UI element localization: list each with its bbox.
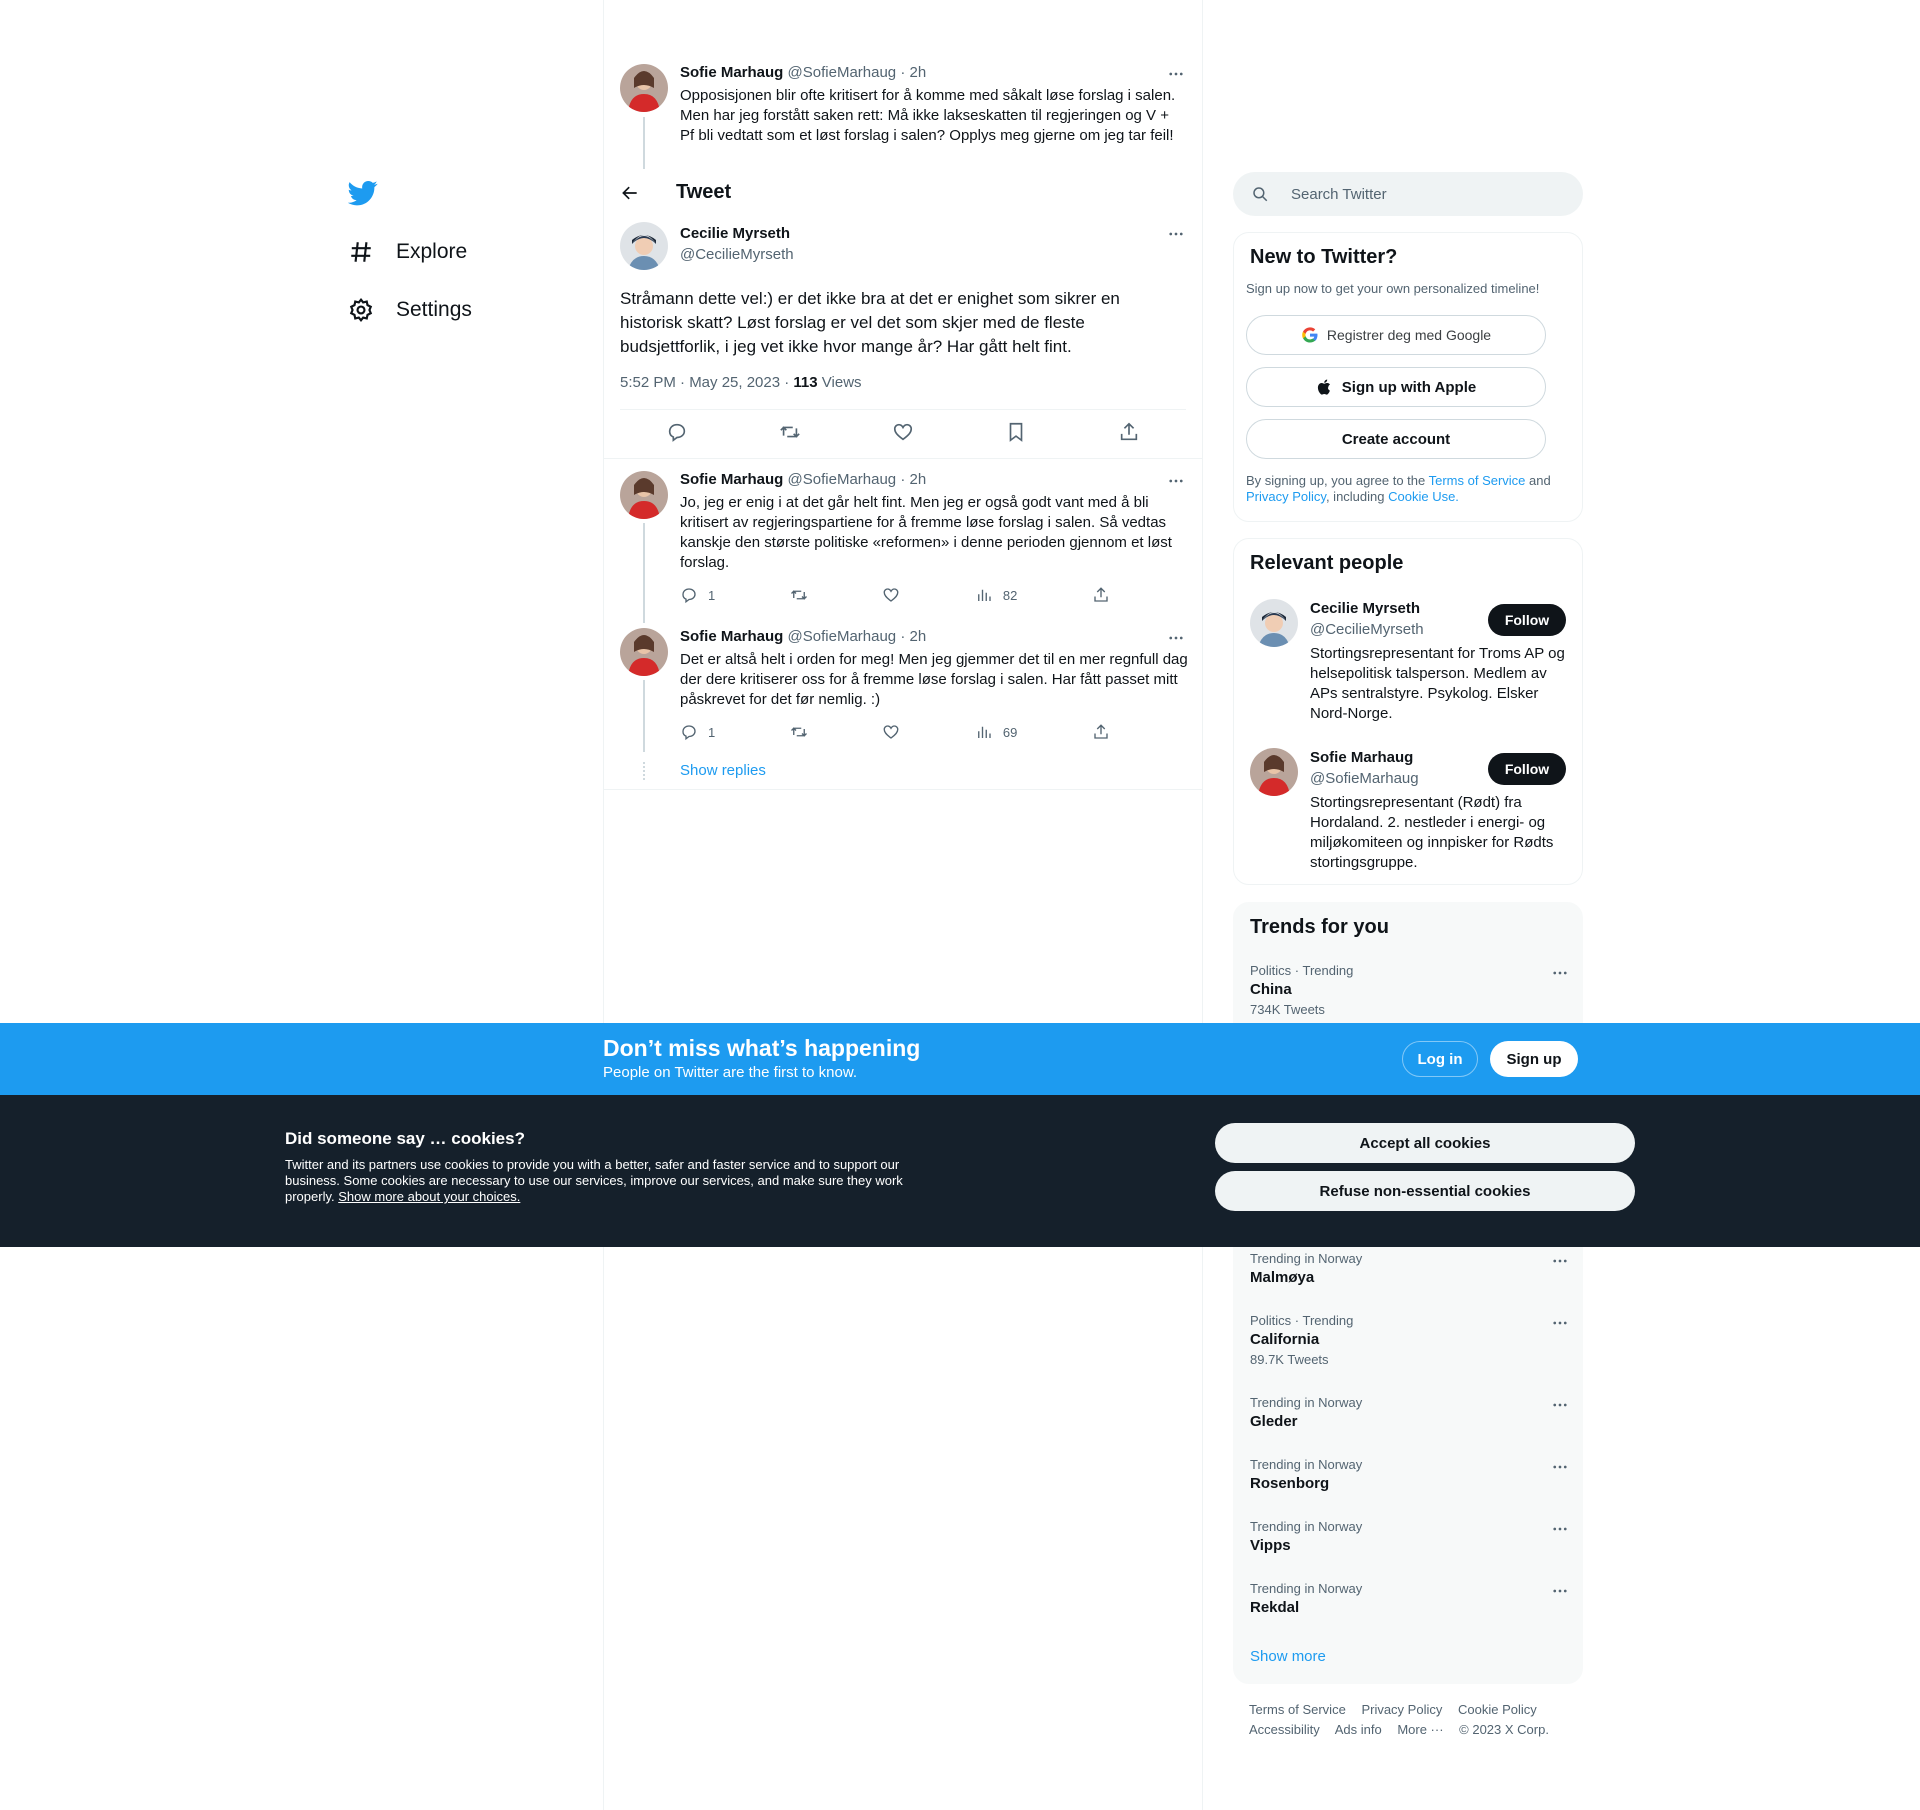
trend-name: Rosenborg <box>1250 1475 1330 1492</box>
more-icon[interactable] <box>1548 1519 1572 1539</box>
like-icon <box>882 723 900 741</box>
tweet-timestamp[interactable]: 5:52 PM · May 25, 2023 · <box>620 374 794 391</box>
share-icon <box>1092 586 1110 604</box>
search-icon <box>1251 185 1269 203</box>
avatar-cecilie <box>1250 599 1298 647</box>
trend-context: Trending in Norway <box>1250 1457 1363 1472</box>
column-divider-left <box>603 0 604 1810</box>
like-icon[interactable] <box>892 421 914 443</box>
terms-link[interactable]: Terms of Service <box>1428 473 1526 488</box>
reply-count: 1 <box>708 724 716 740</box>
column-divider-right <box>1202 0 1203 1810</box>
new-to-twitter-card <box>1233 232 1583 522</box>
avatar-sofie <box>620 628 668 676</box>
cookie-body <box>285 1157 925 1205</box>
page-title: Tweet <box>676 181 732 203</box>
author-name[interactable]: Sofie Marhaug <box>680 628 784 645</box>
avatar-sofie <box>620 64 668 112</box>
trend-item[interactable] <box>1250 1519 1566 1554</box>
share-icon[interactable] <box>1118 421 1140 443</box>
legal-text <box>1246 473 1576 505</box>
card-subtitle: Sign up now to get your own personalized timeline! <box>1246 281 1540 296</box>
author-name[interactable]: Sofie Marhaug <box>680 471 784 488</box>
create-label: Create account <box>1341 430 1451 448</box>
person-handle[interactable]: @SofieMarhaug <box>1310 770 1419 787</box>
hashtag-icon <box>348 239 374 265</box>
divider <box>604 458 1202 459</box>
trend-item[interactable] <box>1250 1251 1566 1286</box>
retweet-icon <box>790 723 808 741</box>
google-label: Registrer deg med Google <box>1326 327 1492 343</box>
privacy-link[interactable]: Privacy Policy <box>1246 489 1326 504</box>
avatar[interactable] <box>620 222 668 270</box>
follow-button[interactable]: Follow <box>1488 604 1566 636</box>
trend-context: Trending in Norway <box>1250 1519 1363 1534</box>
accept-cookies-button[interactable]: Accept all cookies <box>1215 1123 1635 1163</box>
footer-accessibility-link[interactable]: Accessibility <box>1249 1722 1320 1737</box>
show-more-link[interactable]: Show more <box>1250 1648 1326 1665</box>
legal-prefix: By signing up, you agree to the <box>1246 473 1429 488</box>
trend-name: China <box>1250 981 1292 998</box>
like-icon <box>882 586 900 604</box>
card-title: Trends for you <box>1250 916 1389 938</box>
footer-ads-link[interactable]: Ads info <box>1334 1722 1382 1737</box>
nav-item-settings[interactable] <box>348 297 472 323</box>
retweet-icon <box>790 586 808 604</box>
avatar[interactable] <box>1250 599 1298 647</box>
more-icon[interactable] <box>1548 1457 1572 1477</box>
person-handle[interactable]: @CecilieMyrseth <box>1310 621 1424 638</box>
nav-item-label: Settings <box>396 298 472 321</box>
create-account-button[interactable] <box>1246 419 1546 459</box>
action-bar <box>680 586 1110 604</box>
trend-context: Politics · Trending <box>1250 963 1354 978</box>
trend-item[interactable] <box>1250 1581 1566 1616</box>
avatar-sofie <box>620 471 668 519</box>
tweet-header <box>680 628 926 645</box>
views-count: 69 <box>1002 724 1018 740</box>
action-bar <box>620 421 1186 443</box>
thread-dots <box>643 762 645 780</box>
legal-and: and <box>1525 473 1551 488</box>
thread-line <box>643 680 645 752</box>
footer-terms-link[interactable]: Terms of Service <box>1249 1702 1346 1717</box>
tweet-meta <box>620 374 862 391</box>
cookie-choices-link[interactable]: Show more about your choices. <box>338 1189 521 1204</box>
more-icon[interactable] <box>1548 1313 1572 1333</box>
reply-icon <box>680 723 698 741</box>
trend-name: Malmøya <box>1250 1269 1315 1286</box>
footer-privacy-link[interactable]: Privacy Policy <box>1361 1702 1443 1717</box>
author-handle[interactable]: @SofieMarhaug <box>787 628 897 645</box>
trend-context: Politics · Trending <box>1250 1313 1354 1328</box>
person-name[interactable]: Cecilie Myrseth <box>1310 600 1421 617</box>
author-name[interactable]: Cecilie Myrseth <box>680 225 791 242</box>
show-replies-link[interactable]: Show replies <box>680 762 766 779</box>
banner-title: Don’t miss what’s happening <box>603 1035 921 1061</box>
person-bio: Stortingsrepresentant for Troms AP og helsepolitisk talsperson. Medlem av APs sentralstyre. Psykolog. Elsker Nord-Norge. <box>1310 645 1565 722</box>
share-icon <box>1092 723 1110 741</box>
footer-more-link[interactable]: More ··· <box>1397 1722 1444 1737</box>
card-title: New to Twitter? <box>1250 246 1398 268</box>
refuse-cookies-button[interactable]: Refuse non-essential cookies <box>1215 1171 1635 1211</box>
views-count: 113 <box>793 374 818 391</box>
more-icon[interactable] <box>1548 963 1572 983</box>
cookie-title: Did someone say … cookies? <box>285 1129 525 1148</box>
avatar[interactable] <box>1250 748 1298 796</box>
thread-line <box>643 523 645 623</box>
legal-including: , including <box>1325 489 1389 504</box>
retweet-action[interactable] <box>790 586 808 604</box>
author-handle[interactable]: @SofieMarhaug <box>787 471 897 488</box>
more-icon[interactable] <box>1548 1395 1572 1415</box>
google-signup-button[interactable] <box>1246 315 1546 355</box>
arrow-left-icon[interactable] <box>620 181 640 205</box>
signup-banner <box>0 1023 1920 1095</box>
trend-name: California <box>1250 1331 1320 1348</box>
views-label: Views <box>817 374 862 391</box>
retweet-action[interactable] <box>790 723 808 741</box>
banner-subtitle: People on Twitter are the first to know. <box>603 1064 858 1081</box>
reply-count: 1 <box>708 587 716 603</box>
google-icon <box>1301 326 1319 344</box>
avatar-sofie <box>1250 748 1298 796</box>
reply-icon <box>680 586 698 604</box>
tweet-text: Det er altså helt i orden for meg! Men jeg gjemmer det til en mer regnfull dag der dere kritiserer oss for å fremme løse forslag i salen. Har fått passet mitt påskrevet for det før nemlig. :) <box>680 651 1188 708</box>
trend-count: 89.7K Tweets <box>1250 1352 1329 1367</box>
reply-action[interactable] <box>680 723 715 741</box>
card-title: Relevant people <box>1250 552 1404 574</box>
trend-context: Trending in Norway <box>1250 1251 1363 1266</box>
tweet-text: Stråmann dette vel:) er det ikke bra at det er enighet som sikrer en historisk skatt? Løst forslag er vel det som skjer med de fleste budsjettforlik, i jeg vet ikke hvor mange år? Har gått helt fint. <box>620 289 1120 356</box>
tweet-time[interactable]: · 2h <box>900 471 927 488</box>
author-handle[interactable]: @SofieMarhaug <box>787 64 897 81</box>
nav-item-label: Explore <box>396 240 468 263</box>
views-icon <box>975 723 993 741</box>
nav-item-explore[interactable] <box>348 239 467 265</box>
share-action[interactable] <box>1092 723 1110 741</box>
cookie-use-link[interactable]: Cookie Use. <box>1388 489 1459 504</box>
avatar[interactable] <box>620 628 668 676</box>
author-handle[interactable]: @CecilieMyrseth <box>680 246 794 263</box>
avatar-cecilie <box>620 222 668 270</box>
apple-label: Sign up with Apple <box>1341 378 1477 396</box>
thread-line <box>643 117 645 169</box>
apple-signup-button[interactable] <box>1246 367 1546 407</box>
avatar[interactable] <box>620 471 668 519</box>
trend-context: Trending in Norway <box>1250 1581 1363 1596</box>
bookmark-icon[interactable] <box>1005 421 1027 443</box>
views-action[interactable] <box>975 723 1017 741</box>
trend-context: Trending in Norway <box>1250 1395 1363 1410</box>
person-name[interactable]: Sofie Marhaug <box>1310 749 1414 766</box>
more-icon[interactable] <box>1164 628 1188 648</box>
footer-links <box>1249 1700 1579 1740</box>
apple-icon <box>1316 378 1334 396</box>
trend-name: Vipps <box>1250 1537 1291 1554</box>
views-count: 82 <box>1002 587 1018 603</box>
footer-copyright: © 2023 X Corp. <box>1459 1722 1549 1737</box>
cookie-body-text: Twitter and its partners use cookies to provide you with a better, safer and faster service and to support our business. Some cookies are necessary to use our services, improve our services, and make sure they work properly. <box>285 1157 903 1204</box>
gear-icon <box>348 297 374 323</box>
tweet-header <box>680 64 926 81</box>
follow-button[interactable]: Follow <box>1488 753 1566 785</box>
views-action[interactable] <box>975 586 1017 604</box>
reply-icon[interactable] <box>666 421 688 443</box>
trend-item[interactable] <box>1250 1457 1566 1492</box>
author-name[interactable]: Sofie Marhaug <box>680 64 784 81</box>
reply-action[interactable] <box>680 586 715 604</box>
divider <box>604 789 1202 790</box>
relevant-people-card <box>1233 538 1583 885</box>
share-action[interactable] <box>1092 586 1110 604</box>
trends-card <box>1233 902 1583 1684</box>
login-button[interactable]: Log in <box>1402 1041 1478 1077</box>
trend-item[interactable] <box>1250 963 1566 1017</box>
more-icon[interactable] <box>1548 1251 1572 1271</box>
footer-cookie-link[interactable]: Cookie Policy <box>1457 1702 1537 1717</box>
more-icon[interactable] <box>1164 224 1188 244</box>
twitter-bird-icon[interactable] <box>348 178 384 214</box>
signup-button[interactable]: Sign up <box>1490 1041 1578 1077</box>
search-input[interactable] <box>1233 172 1583 216</box>
trend-item[interactable] <box>1250 1313 1566 1367</box>
trend-name: Gleder <box>1250 1413 1298 1430</box>
tweet-text: Jo, jeg er enig i at det går helt fint. Men jeg er også godt vant med å bli kritisert av regjeringspartiene for å fremme løse forslag i salen. Så vedtas kanskje den største politiske «reformen» i denne perioden gjennom et løst forslag. <box>680 494 1172 571</box>
like-action[interactable] <box>882 586 900 604</box>
search-placeholder: Search Twitter <box>1291 185 1387 203</box>
cookie-consent-banner <box>0 1095 1920 1247</box>
views-icon <box>975 586 993 604</box>
more-icon[interactable] <box>1548 1581 1572 1601</box>
tweet-header <box>680 471 926 488</box>
retweet-icon[interactable] <box>779 421 801 443</box>
like-action[interactable] <box>882 723 900 741</box>
person-bio: Stortingsrepresentant (Rødt) fra Hordaland. 2. nestleder i energi- og miljøkomiteen og innpisker for Rødts stortingsgruppe. <box>1310 794 1554 871</box>
tweet-time[interactable]: · 2h <box>900 628 927 645</box>
trend-item[interactable] <box>1250 1395 1566 1430</box>
more-icon[interactable] <box>1164 471 1188 491</box>
action-bar <box>680 723 1110 741</box>
tweet-time[interactable]: · 2h <box>900 64 927 81</box>
divider <box>620 409 1186 410</box>
avatar[interactable] <box>620 64 668 112</box>
trend-name: Rekdal <box>1250 1599 1300 1616</box>
tweet-text: Opposisjonen blir ofte kritisert for å komme med såkalt løse forslag i salen. Men har jeg forstått saken rett: Må ikke lakseskatten til regjeringen og V + Pf bli vedtatt som et løst forslag i salen? Opplys meg gjerne om jeg tar feil! <box>680 87 1176 144</box>
trend-count: 734K Tweets <box>1250 1002 1325 1017</box>
more-icon[interactable] <box>1164 64 1188 84</box>
